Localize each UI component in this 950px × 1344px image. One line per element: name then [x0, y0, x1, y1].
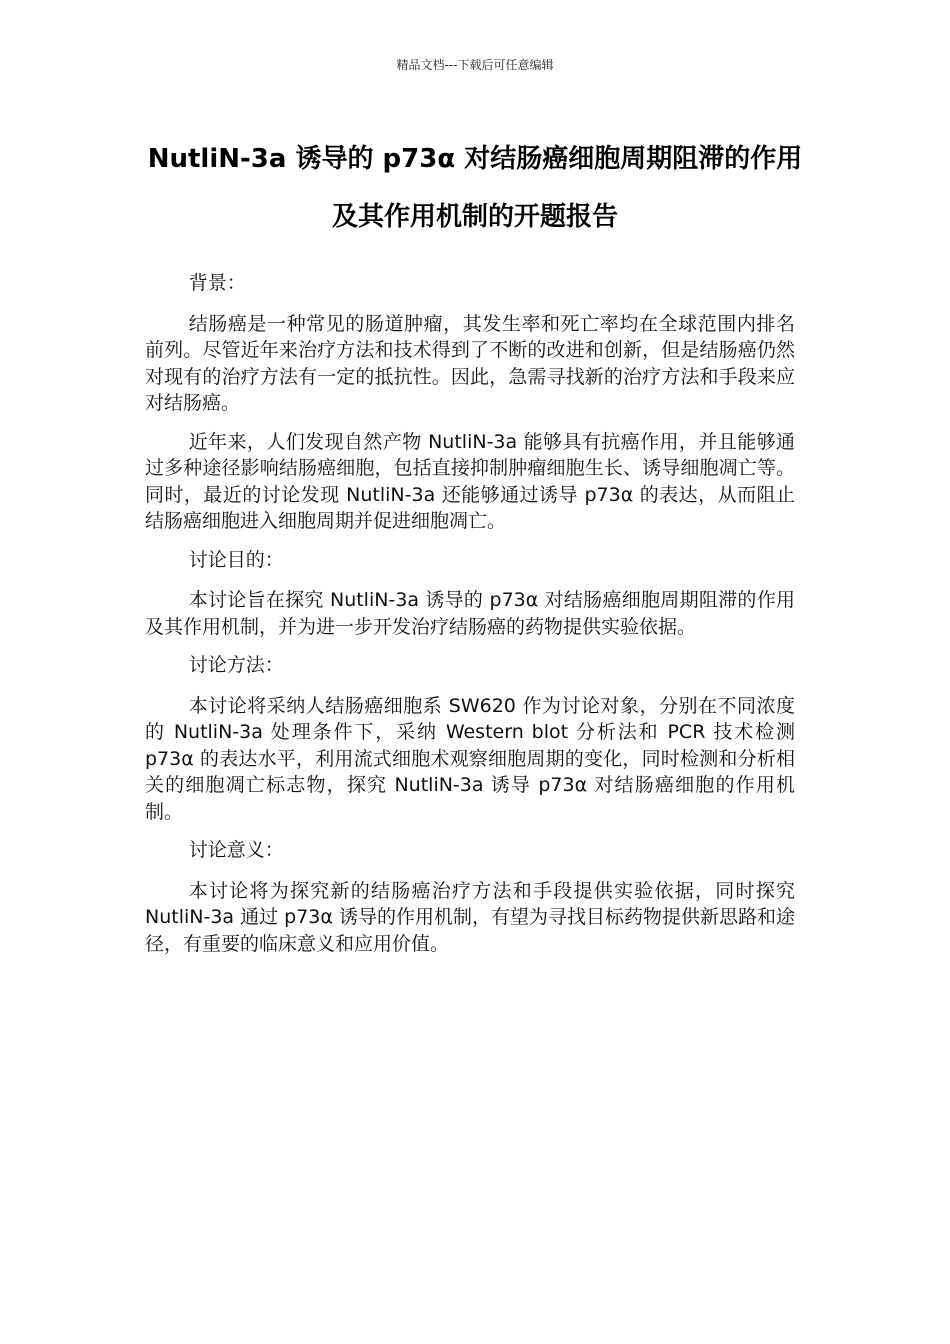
title-line-2: 及其作用机制的开题报告: [331, 202, 618, 232]
paragraph-background-2: 近年来，人们发现自然产物 NutliN-3a 能够具有抗癌作用，并且能够通过多种途径影响结肠癌细胞，包括直接抑制肿瘤细胞生长、诱导细胞凋亡等。同时，最近的讨论发现 NutliN-3a 还能够通过诱导 p73α 的表达，从而阻止结肠癌细胞进入细胞周期并促进细胞凋亡。: [145, 430, 795, 532]
section-heading-significance: 讨论意义：: [188, 839, 284, 861]
section-heading-method: 讨论方法：: [188, 654, 284, 676]
header-note: 精品文档---下载后可任意编辑: [396, 58, 554, 72]
document-body: [145, 270, 795, 969]
section-heading-background: 背景：: [188, 272, 246, 294]
section-heading-purpose: 讨论目的：: [188, 548, 284, 571]
paragraph-background-1: 结肠癌是一种常见的肠道肿瘤，其发生率和死亡率均在全球范围内排名前列。尽管近年来治疗方法和技术得到了不断的改进和创新，但是结肠癌仍然对现有的治疗方法有一定的抵抗性。因此，急需寻找新的治疗方法和手段来应对结肠癌。: [145, 312, 795, 414]
paragraph-purpose: 本讨论旨在探究 NutliN-3a 诱导的 p73α 对结肠癌细胞周期阻滞的作用及其作用机制，并为进一步开发治疗结肠癌的药物提供实验依据。: [145, 589, 795, 638]
paragraph-significance: 本讨论将为探究新的结肠癌治疗方法和手段提供实验依据，同时探究 NutliN-3a 通过 p73α 诱导的作用机制，有望为寻找目标药物提供新思路和途径，有重要的临床意义和应用价值。: [145, 879, 795, 955]
document-title: [130, 130, 820, 246]
paragraph-method: 本讨论将采纳人结肠癌细胞系 SW620 作为讨论对象，分别在不同浓度的 NutliN-3a 处理条件下，采纳 Western blot 分析法和 PCR 技术检测 p73α 的表达水平，利用流式细胞术观察细胞周期的变化，同时检测和分析相关的细胞凋亡标志物，探究 NutliN-3a 诱导 p73α 对结肠癌细胞的作用机制。: [145, 694, 795, 823]
title-line-1: NutliN-3a 诱导的 p73α 对结肠癌细胞周期阻滞的作用: [147, 144, 803, 174]
